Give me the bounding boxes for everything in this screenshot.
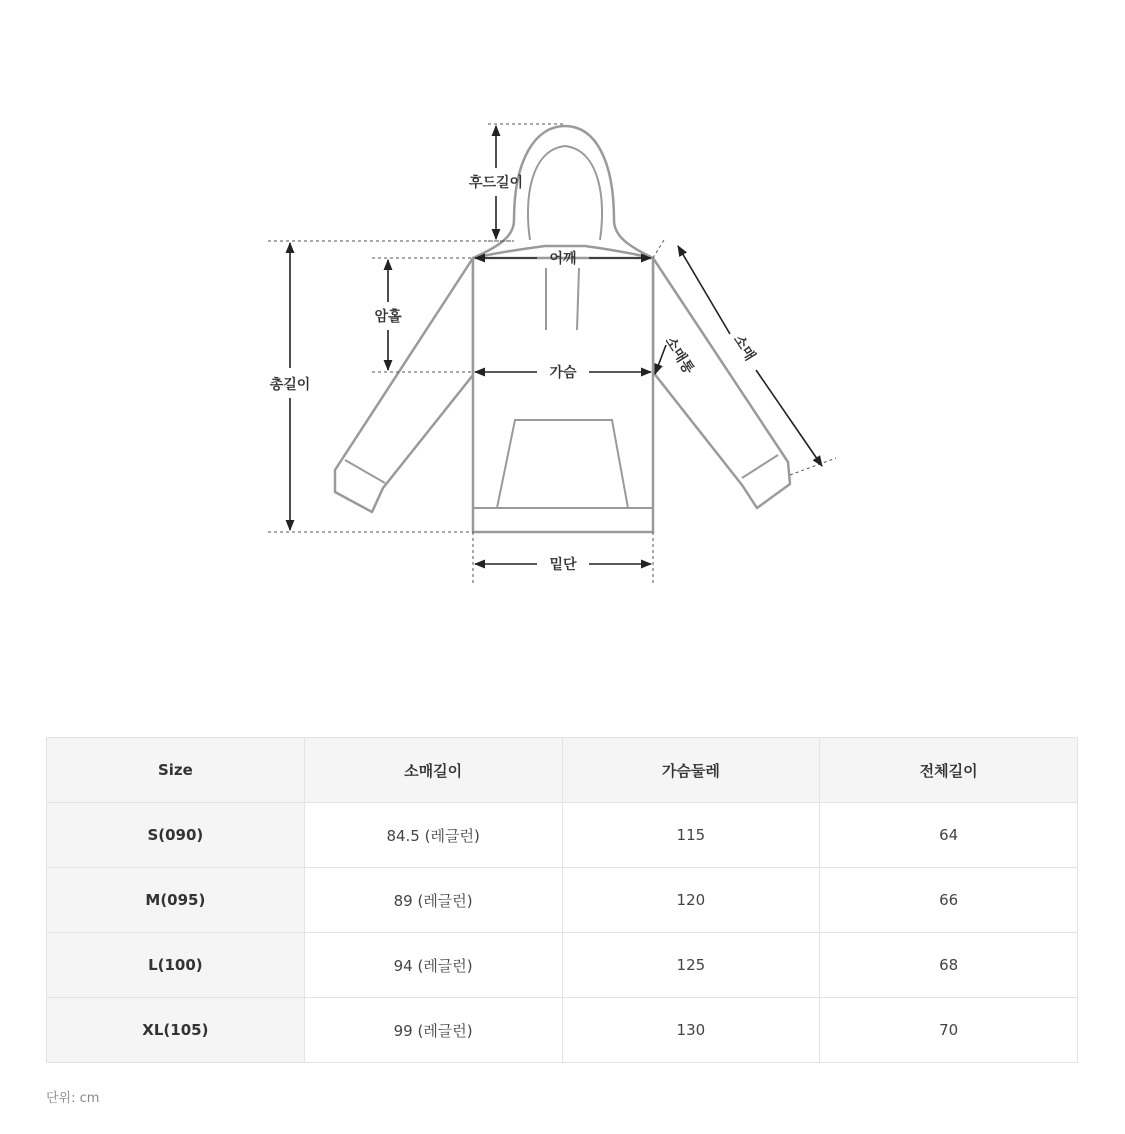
cell-length: 66 — [820, 868, 1078, 933]
cell-sleeve: 84.5 (레글런) — [304, 803, 562, 868]
label-total-length: 총길이 — [269, 377, 311, 393]
label-sleeve: 소매 — [730, 332, 758, 364]
header-total-length: 전체길이 — [820, 738, 1078, 803]
label-sleeve-width: 소매통 — [661, 334, 697, 377]
table-header-row — [47, 738, 1078, 803]
unit-note: 단위: cm — [46, 1091, 100, 1106]
label-hem: 밑단 — [549, 557, 577, 573]
size-chart-table — [46, 737, 1078, 1063]
cell-chest: 125 — [562, 933, 820, 998]
label-hood-length: 후드길이 — [468, 175, 524, 191]
label-shoulder: 어깨 — [549, 251, 577, 267]
cell-size: L(100) — [47, 933, 305, 998]
table-row — [47, 933, 1078, 998]
header-sleeve-length: 소매길이 — [304, 738, 562, 803]
hoodie-outline — [335, 126, 790, 532]
cell-chest: 120 — [562, 868, 820, 933]
label-armhole: 암홀 — [374, 309, 402, 325]
label-chest: 가슴 — [549, 365, 577, 381]
table-row — [47, 868, 1078, 933]
cell-size: S(090) — [47, 803, 305, 868]
cell-sleeve: 94 (레글런) — [304, 933, 562, 998]
table-row — [47, 803, 1078, 868]
cell-size: XL(105) — [47, 998, 305, 1063]
header-chest-circumference: 가슴둘레 — [562, 738, 820, 803]
header-size: Size — [47, 738, 305, 803]
table-row — [47, 998, 1078, 1063]
cell-sleeve: 99 (레글런) — [304, 998, 562, 1063]
cell-length: 70 — [820, 998, 1078, 1063]
cell-size: M(095) — [47, 868, 305, 933]
cell-chest: 130 — [562, 998, 820, 1063]
cell-chest: 115 — [562, 803, 820, 868]
cell-length: 64 — [820, 803, 1078, 868]
cell-sleeve: 89 (레글런) — [304, 868, 562, 933]
cell-length: 68 — [820, 933, 1078, 998]
